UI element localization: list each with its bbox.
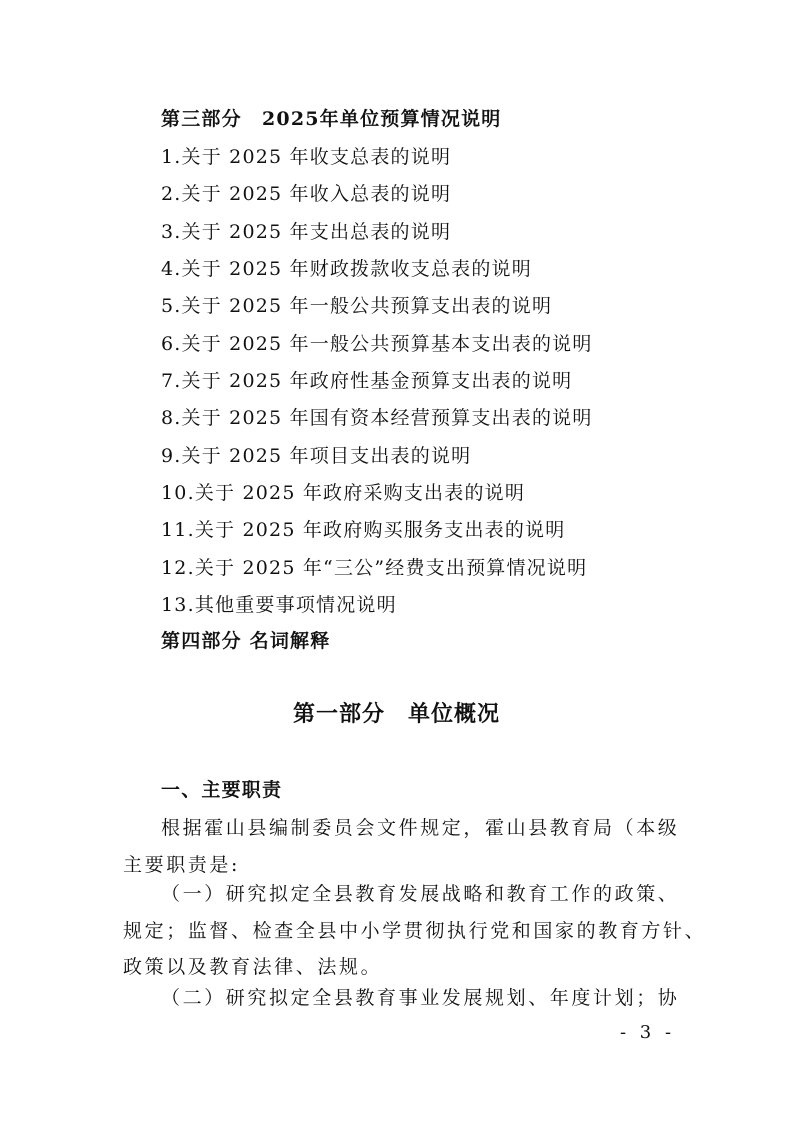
toc-item: 2.关于 2025 年收入总表的说明: [161, 183, 452, 205]
toc-item: 9.关于 2025 年项目支出表的说明: [161, 445, 472, 467]
body-paragraph: 主要职责是:: [123, 854, 241, 876]
toc-item: 5.关于 2025 年一般公共预算支出表的说明: [161, 295, 553, 317]
section-title: 第一部分 单位概况: [292, 702, 500, 727]
body-paragraph: 根据霍山县编制委员会文件规定，霍山县教育局（本级: [161, 817, 680, 839]
toc-item: 1.关于 2025 年收支总表的说明: [161, 146, 452, 168]
toc-item: 6.关于 2025 年一般公共预算基本支出表的说明: [161, 333, 593, 355]
toc-part3-heading: 第三部分 2025年单位预算情况说明: [161, 108, 502, 130]
page-number: - 3 -: [620, 1022, 676, 1043]
body-paragraph: （二）研究拟定全县教育事业发展规划、年度计划；协: [161, 987, 680, 1009]
section-subheading: 一、主要职责: [161, 779, 283, 801]
toc-item: 12.关于 2025 年“三公”经费支出预算情况说明: [161, 557, 588, 579]
body-paragraph: 政策以及教育法律、法规。: [123, 956, 383, 978]
toc-item: 3.关于 2025 年支出总表的说明: [161, 221, 452, 243]
toc-part4-heading: 第四部分 名词解释: [161, 630, 331, 652]
body-paragraph: （一）研究拟定全县教育发展战略和教育工作的政策、: [161, 883, 680, 905]
toc-item: 4.关于 2025 年财政拨款收支总表的说明: [161, 258, 532, 280]
toc-item: 7.关于 2025 年政府性基金预算支出表的说明: [161, 370, 573, 392]
toc-item: 13.其他重要事项情况说明: [161, 594, 397, 616]
toc-item: 10.关于 2025 年政府采购支出表的说明: [161, 482, 526, 504]
toc-item: 11.关于 2025 年政府购买服务支出表的说明: [161, 519, 566, 541]
body-paragraph: 规定；监督、检查全县中小学贯彻执行党和国家的教育方针、: [123, 920, 707, 942]
toc-item: 8.关于 2025 年国有资本经营预算支出表的说明: [161, 407, 593, 429]
